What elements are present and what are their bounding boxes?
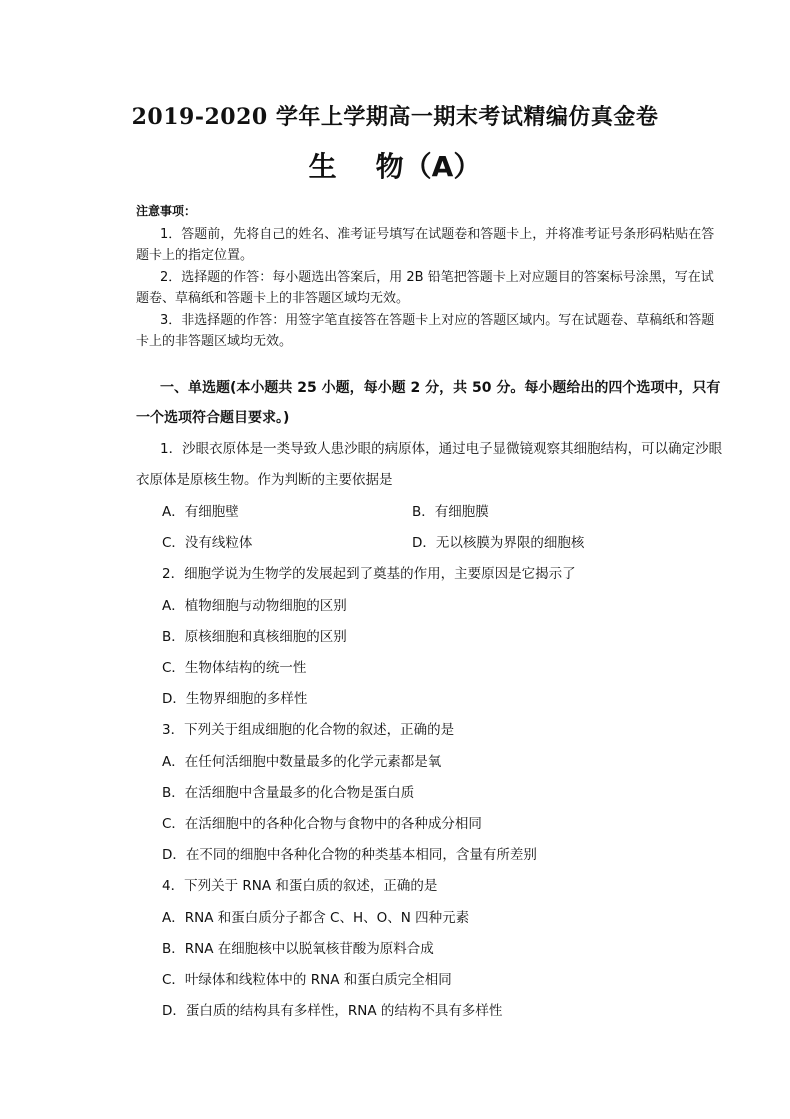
section-heading: 一、单选题(本小题共 25 小题，每小题 2 分，共 50 分。每小题给出的四个选项中，只有一个选项符合题目要求。) — [136, 380, 721, 426]
option-c: C．没有线粒体 — [162, 535, 253, 551]
option-b: B．在活细胞中含量最多的化合物是蛋白质 — [162, 785, 415, 801]
option-c: C．在活细胞中的各种化合物与食物中的各种成分相同 — [162, 816, 482, 832]
question-stem: 3．下列关于组成细胞的化合物的叙述，正确的是 — [162, 722, 455, 738]
option-a: A．在任何活细胞中数量最多的化学元素都是氧 — [162, 754, 442, 770]
option-d: D．生物界细胞的多样性 — [162, 691, 308, 707]
option-d: D．在不同的细胞中各种化合物的种类基本相同，含量有所差别 — [162, 847, 537, 863]
question-stem: 4．下列关于 RNA 和蛋白质的叙述，正确的是 — [162, 878, 438, 894]
question-stem: 2．细胞学说为生物学的发展起到了奠基的作用，主要原因是它揭示了 — [162, 566, 576, 582]
exam-title: 2019-2020 学年上学期高一期末考试精编仿真金卷 — [131, 104, 659, 130]
notice-item: 2．选择题的作答：每小题选出答案后，用 2B 铅笔把答题卡上对应题目的答案标号涂黑，写在试题卷、草稿纸和答题卡上的非答题区域均无效。 — [136, 270, 714, 306]
question-stem: 1．沙眼衣原体是一类导致人患沙眼的病原体，通过电子显微镜观察其细胞结构，可以确定沙眼衣原体是原核生物。作为判断的主要依据是 — [136, 441, 723, 488]
option-a: A．RNA 和蛋白质分子都含 C、H、O、N 四种元素 — [162, 910, 470, 926]
option-d: D．蛋白质的结构具有多样性，RNA 的结构不具有多样性 — [162, 1003, 503, 1019]
subject-title: 生 物（A） — [308, 150, 482, 183]
option-c: C．叶绿体和线粒体中的 RNA 和蛋白质完全相同 — [162, 972, 452, 988]
option-c: C．生物体结构的统一性 — [162, 660, 307, 676]
option-d: D．无以核膜为界限的细胞核 — [412, 535, 585, 551]
option-a: A．植物细胞与动物细胞的区别 — [162, 598, 347, 614]
option-b: B．原核细胞和真核细胞的区别 — [162, 629, 347, 645]
notice-heading: 注意事项： — [136, 204, 197, 218]
notice-item: 3．非选择题的作答：用签字笔直接答在答题卡上对应的答题区域内。写在试题卷、草稿纸和答题卡上的非答题区域均无效。 — [136, 313, 715, 349]
notice-item: 1．答题前，先将自己的姓名、准考证号填写在试题卷和答题卡上，并将准考证号条形码粘贴在答题卡上的指定位置。 — [136, 227, 715, 263]
option-a: A．有细胞壁 — [162, 504, 239, 520]
option-b: B．有细胞膜 — [412, 504, 489, 520]
option-b: B．RNA 在细胞核中以脱氧核苷酸为原料合成 — [162, 941, 434, 957]
